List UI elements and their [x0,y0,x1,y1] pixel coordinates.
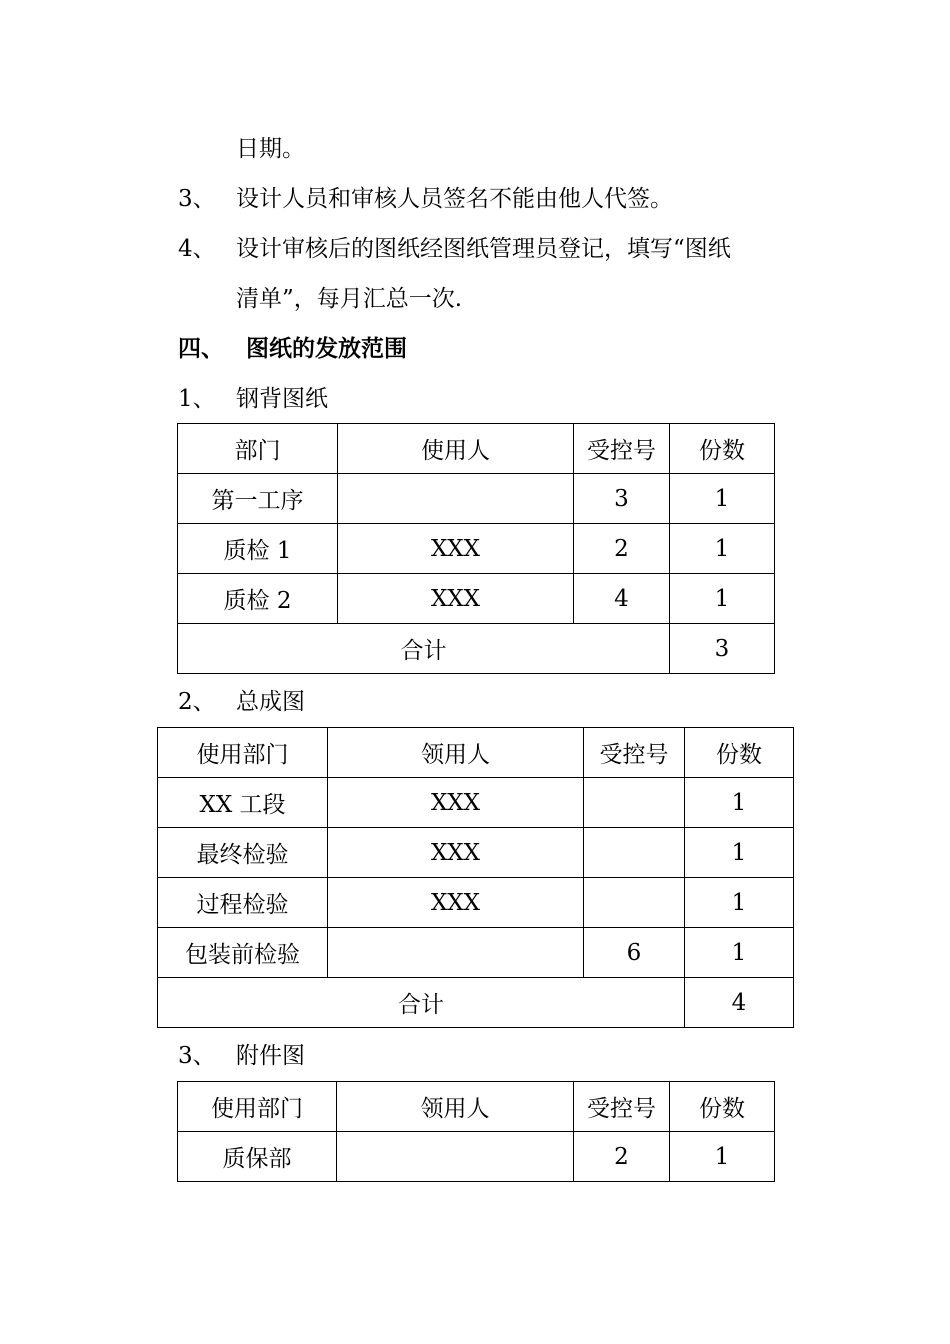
table-cell: 第一工序 [178,474,338,524]
table-cell: XX 工段 [158,778,328,828]
table-cell: 质保部 [178,1132,337,1182]
table-row [178,474,775,524]
table-total-label: 合计 [178,624,670,674]
table-cell: 1 [685,878,794,928]
table-cell: 过程检验 [158,878,328,928]
table-total-value: 3 [670,624,775,674]
table-cell: 4 [574,574,670,624]
table-cell: 质检 1 [178,524,338,574]
table-cell: 2 [574,1132,670,1182]
table-cell [584,828,685,878]
table-header-row [178,1082,775,1132]
subsection-2-number: 2、 [178,689,216,715]
table-cell: XXX [328,828,584,878]
table-total-value: 4 [685,978,794,1028]
list-item-4-text-line1: 设计审核后的图纸经图纸管理员登记，填写“图纸 [236,236,731,262]
section-heading-title: 图纸的发放范围 [246,336,407,362]
table-header-cell: 份数 [670,1082,775,1132]
table-header-cell: 使用部门 [158,728,328,778]
table-cell: XXX [328,878,584,928]
table-header-cell: 部门 [178,424,338,474]
table-header-cell: 使用部门 [178,1082,337,1132]
table-cell: XXX [338,574,574,624]
table-header-cell: 领用人 [328,728,584,778]
table-total-row [178,624,775,674]
table-cell: 1 [685,778,794,828]
paragraph-continuation: 日期。 [236,136,305,162]
table-cell: 1 [670,524,775,574]
table-header-cell: 份数 [670,424,775,474]
table-row [158,928,794,978]
table-cell: 1 [685,928,794,978]
table-header-row [178,424,775,474]
subsection-2-title: 总成图 [236,689,305,715]
table-row [158,878,794,928]
table-row [178,574,775,624]
subsection-3-number: 3、 [178,1043,216,1069]
table-header-cell: 使用人 [338,424,574,474]
table-cell [584,878,685,928]
table-row [178,524,775,574]
table-cell: 1 [685,828,794,878]
table-cell: 1 [670,474,775,524]
table-row [158,778,794,828]
list-number-4: 4、 [178,236,216,262]
section-heading-number: 四、 [178,336,224,362]
table-cell [328,928,584,978]
table-cell: XXX [338,524,574,574]
table-header-cell: 受控号 [574,424,670,474]
table-row [178,1132,775,1182]
table-header-cell: 份数 [685,728,794,778]
table-cell: 1 [670,1132,775,1182]
table-cell [338,474,574,524]
table-row [158,828,794,878]
table-cell: 质检 2 [178,574,338,624]
subsection-1-number: 1、 [178,386,216,412]
table-total-label: 合计 [158,978,685,1028]
subsection-3-title: 附件图 [236,1043,305,1069]
assembly-drawing-table [157,727,794,1028]
table-cell: 3 [574,474,670,524]
table-header-cell: 受控号 [574,1082,670,1132]
list-item-3-text: 设计人员和审核人员签名不能由他人代签。 [236,186,673,212]
table-header-cell: 受控号 [584,728,685,778]
table-header-cell: 领用人 [337,1082,574,1132]
table-cell: 包装前检验 [158,928,328,978]
list-number-3: 3、 [178,186,216,212]
table-cell: 最终检验 [158,828,328,878]
table-header-row [158,728,794,778]
attachment-drawing-table [177,1081,775,1182]
table-cell: XXX [328,778,584,828]
table-cell [584,778,685,828]
table-cell: 6 [584,928,685,978]
table-total-row [158,978,794,1028]
list-item-4-text-line2: 清单”，每月汇总一次. [236,286,463,312]
table-cell: 1 [670,574,775,624]
steel-back-drawing-table [177,423,775,674]
table-cell: 2 [574,524,670,574]
subsection-1-title: 钢背图纸 [236,386,328,412]
table-cell [337,1132,574,1182]
